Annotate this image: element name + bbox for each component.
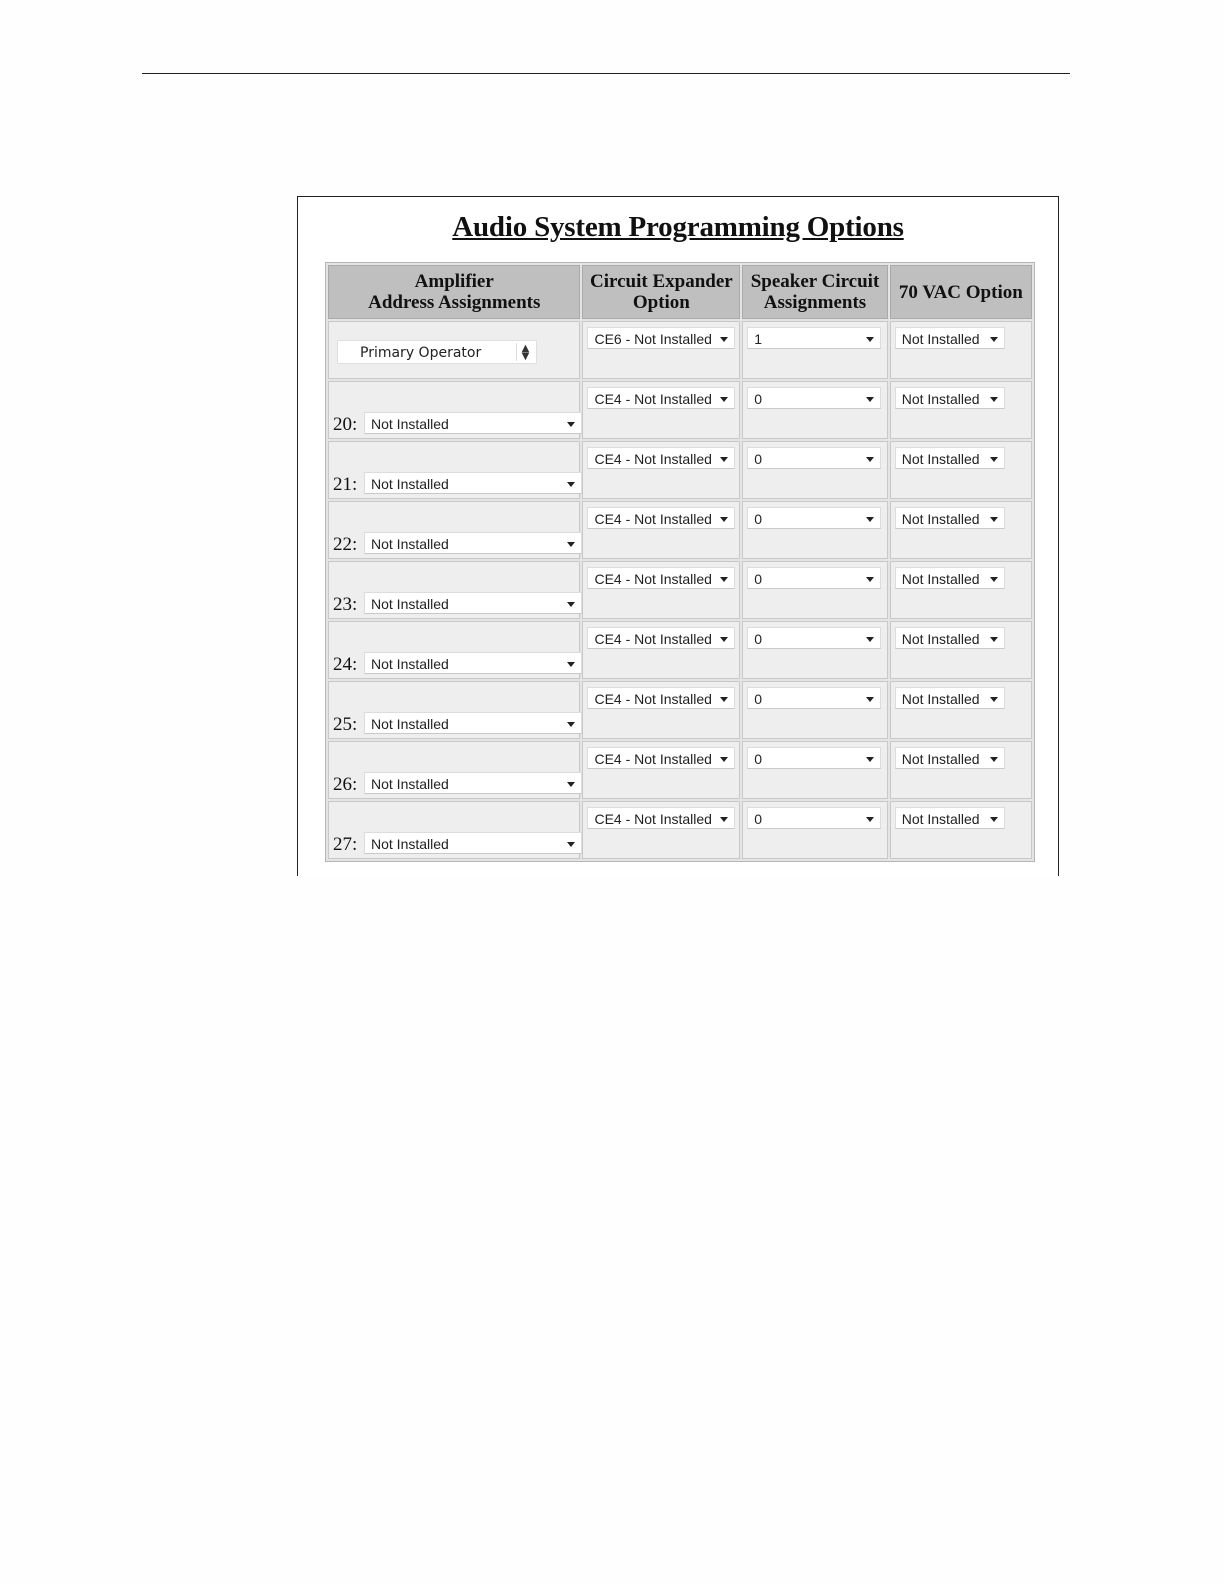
- cell-70vac: [890, 621, 1032, 679]
- vac-option-select[interactable]: [895, 507, 1005, 529]
- table-row: [328, 621, 1032, 679]
- cell-amplifier: [328, 681, 580, 739]
- cell-70vac: [890, 741, 1032, 799]
- speaker-circuit-select[interactable]: [747, 327, 881, 349]
- circuit-expander-select[interactable]: [587, 507, 735, 529]
- speaker-circuit-select[interactable]: [747, 447, 881, 469]
- circuit-expander-select[interactable]: [587, 687, 735, 709]
- chevron-down-icon: [990, 637, 998, 642]
- vac-option-value: Not Installed: [901, 571, 980, 587]
- cell-circuit-expander: [582, 321, 740, 379]
- amplifier-select[interactable]: [364, 832, 582, 854]
- vac-option-value: Not Installed: [901, 751, 980, 767]
- amplifier-select[interactable]: [364, 472, 582, 494]
- cell-circuit-expander: [582, 621, 740, 679]
- cell-speaker-circuit: [742, 681, 887, 739]
- vac-option-value: Not Installed: [901, 811, 980, 827]
- amplifier-address-number: 25:: [333, 714, 358, 735]
- amplifier-address-number: 22:: [333, 534, 358, 555]
- amplifier-select[interactable]: [364, 412, 582, 434]
- chevron-down-icon: [720, 637, 728, 642]
- vac-option-value: Not Installed: [901, 331, 980, 347]
- chevron-down-icon: [990, 817, 998, 822]
- speaker-circuit-value: 0: [754, 811, 763, 827]
- vac-option-value: Not Installed: [901, 631, 980, 647]
- circuit-expander-value: CE4 - Not Installed: [594, 811, 712, 827]
- circuit-expander-value: CE4 - Not Installed: [594, 571, 712, 587]
- table-row: [328, 381, 1032, 439]
- amplifier-select[interactable]: [364, 592, 582, 614]
- chevron-down-icon: [866, 817, 874, 822]
- circuit-expander-select[interactable]: [587, 747, 735, 769]
- circuit-expander-value: CE4 - Not Installed: [594, 751, 712, 767]
- circuit-expander-select[interactable]: [587, 447, 735, 469]
- chevron-down-icon: [990, 397, 998, 402]
- cell-circuit-expander: [582, 441, 740, 499]
- vac-option-select[interactable]: [895, 567, 1005, 589]
- cell-amplifier: [328, 621, 580, 679]
- header-speaker-line2: Assignments: [763, 292, 867, 313]
- chevron-down-icon: [567, 542, 575, 547]
- cell-speaker-circuit: [742, 441, 887, 499]
- chevron-down-icon: [720, 457, 728, 462]
- chevron-down-icon: [866, 637, 874, 642]
- page-title: Audio System Programming Options: [452, 211, 904, 243]
- spinner-icon[interactable]: ▲ ▼: [516, 343, 534, 361]
- cell-amplifier: [328, 441, 580, 499]
- chevron-down-icon: [720, 337, 728, 342]
- amplifier-select[interactable]: [364, 532, 582, 554]
- cell-70vac: [890, 441, 1032, 499]
- speaker-circuit-select[interactable]: [747, 387, 881, 409]
- table-row: [328, 681, 1032, 739]
- amplifier-primary-value: Primary Operator: [360, 345, 482, 361]
- amplifier-select[interactable]: [364, 772, 582, 794]
- header-circuit-expander: [582, 265, 740, 319]
- circuit-expander-value: CE4 - Not Installed: [594, 511, 712, 527]
- chevron-down-icon: [990, 337, 998, 342]
- header-speaker-circuit: [742, 265, 887, 319]
- header-amplifier: [328, 265, 580, 319]
- speaker-circuit-value: 0: [754, 691, 763, 707]
- cell-speaker-circuit: [742, 741, 887, 799]
- audio-options-table: [325, 262, 1035, 862]
- speaker-circuit-select[interactable]: [747, 567, 881, 589]
- amplifier-primary-select[interactable]: [337, 340, 537, 364]
- cell-70vac: [890, 561, 1032, 619]
- header-speaker-line1: Speaker Circuit: [750, 271, 880, 292]
- page-header-rule: [142, 73, 1070, 74]
- speaker-circuit-select[interactable]: [747, 687, 881, 709]
- cell-circuit-expander: [582, 801, 740, 859]
- audio-programming-panel: [297, 196, 1059, 876]
- vac-option-select[interactable]: [895, 327, 1005, 349]
- chevron-down-icon: [866, 337, 874, 342]
- chevron-down-icon: [567, 782, 575, 787]
- circuit-expander-value: CE4 - Not Installed: [594, 391, 712, 407]
- circuit-expander-select[interactable]: [587, 327, 735, 349]
- cell-speaker-circuit: [742, 381, 887, 439]
- header-amplifier-line2: Address Assignments: [368, 292, 541, 313]
- chevron-down-icon: [720, 757, 728, 762]
- chevron-down-icon: [720, 697, 728, 702]
- cell-amplifier: [328, 741, 580, 799]
- chevron-down-icon: [567, 422, 575, 427]
- circuit-expander-value: CE4 - Not Installed: [594, 451, 712, 467]
- chevron-down-icon: [990, 577, 998, 582]
- amplifier-value: Not Installed: [371, 656, 449, 672]
- cell-70vac: [890, 381, 1032, 439]
- speaker-circuit-value: 0: [754, 391, 763, 407]
- cell-circuit-expander: [582, 501, 740, 559]
- cell-speaker-circuit: [742, 621, 887, 679]
- chevron-down-icon: [866, 757, 874, 762]
- chevron-down-icon: [866, 517, 874, 522]
- amplifier-value: Not Installed: [371, 716, 449, 732]
- speaker-circuit-value: 0: [754, 751, 763, 767]
- amplifier-select[interactable]: [364, 652, 582, 674]
- header-circuit-line1: Circuit Expander: [590, 271, 733, 292]
- amplifier-address-number: 21:: [333, 474, 358, 495]
- amplifier-address-number: 24:: [333, 654, 358, 675]
- vac-option-select[interactable]: [895, 627, 1005, 649]
- amplifier-address-number: 20:: [333, 414, 358, 435]
- chevron-down-icon: [567, 662, 575, 667]
- vac-option-select[interactable]: [895, 807, 1005, 829]
- table-row-primary: [328, 321, 1032, 379]
- chevron-down-icon: [990, 697, 998, 702]
- amplifier-value: Not Installed: [371, 416, 449, 432]
- circuit-expander-select[interactable]: [587, 567, 735, 589]
- vac-option-value: Not Installed: [901, 691, 980, 707]
- speaker-circuit-select[interactable]: [747, 747, 881, 769]
- chevron-down-icon: [720, 517, 728, 522]
- cell-70vac: [890, 801, 1032, 859]
- chevron-down-icon: [567, 842, 575, 847]
- vac-option-select[interactable]: [895, 687, 1005, 709]
- amplifier-value: Not Installed: [371, 536, 449, 552]
- circuit-expander-value: CE4 - Not Installed: [594, 691, 712, 707]
- cell-circuit-expander: [582, 681, 740, 739]
- vac-option-select[interactable]: [895, 387, 1005, 409]
- chevron-down-icon: [567, 482, 575, 487]
- cell-70vac: [890, 321, 1032, 379]
- chevron-down-icon: [866, 577, 874, 582]
- circuit-expander-select[interactable]: [587, 387, 735, 409]
- chevron-down-icon: [720, 817, 728, 822]
- amplifier-address-number: 27:: [333, 834, 358, 855]
- circuit-expander-value: CE4 - Not Installed: [594, 631, 712, 647]
- chevron-down-icon: [720, 397, 728, 402]
- cell-amplifier: [328, 501, 580, 559]
- speaker-circuit-value: 1: [754, 331, 763, 347]
- chevron-down-icon: [990, 457, 998, 462]
- amplifier-select[interactable]: [364, 712, 582, 734]
- cell-amplifier: [328, 561, 580, 619]
- chevron-down-icon: [720, 577, 728, 582]
- speaker-circuit-value: 0: [754, 631, 763, 647]
- vac-option-value: Not Installed: [901, 391, 980, 407]
- speaker-circuit-value: 0: [754, 571, 763, 587]
- amplifier-value: Not Installed: [371, 836, 449, 852]
- cell-amplifier: [328, 801, 580, 859]
- circuit-expander-value: CE6 - Not Installed: [594, 331, 712, 347]
- cell-amplifier: [328, 381, 580, 439]
- chevron-down-icon: [990, 517, 998, 522]
- table-row: [328, 561, 1032, 619]
- amplifier-value: Not Installed: [371, 776, 449, 792]
- cell-70vac: [890, 501, 1032, 559]
- chevron-down-icon: [866, 697, 874, 702]
- vac-option-select[interactable]: [895, 747, 1005, 769]
- header-circuit-line2: Option: [632, 292, 690, 313]
- cell-speaker-circuit: [742, 501, 887, 559]
- amplifier-value: Not Installed: [371, 596, 449, 612]
- cell-circuit-expander: [582, 741, 740, 799]
- table-row: [328, 741, 1032, 799]
- cell-amplifier: [328, 321, 580, 379]
- cell-speaker-circuit: [742, 561, 887, 619]
- vac-option-select[interactable]: [895, 447, 1005, 469]
- amplifier-value: Not Installed: [371, 476, 449, 492]
- cell-70vac: [890, 681, 1032, 739]
- chevron-down-icon: [567, 602, 575, 607]
- cell-speaker-circuit: [742, 801, 887, 859]
- table-row: [328, 801, 1032, 859]
- speaker-circuit-select[interactable]: [747, 807, 881, 829]
- vac-option-value: Not Installed: [901, 451, 980, 467]
- table-header-row: [328, 265, 1032, 319]
- speaker-circuit-select[interactable]: [747, 627, 881, 649]
- table-row: [328, 501, 1032, 559]
- cell-speaker-circuit: [742, 321, 887, 379]
- cell-circuit-expander: [582, 381, 740, 439]
- header-70vac: 70 VAC Option: [890, 265, 1032, 319]
- table-row: [328, 441, 1032, 499]
- cell-circuit-expander: [582, 561, 740, 619]
- amplifier-address-number: 23:: [333, 594, 358, 615]
- amplifier-address-number: 26:: [333, 774, 358, 795]
- circuit-expander-select[interactable]: [587, 627, 735, 649]
- speaker-circuit-value: 0: [754, 511, 763, 527]
- chevron-down-icon: [866, 457, 874, 462]
- circuit-expander-select[interactable]: [587, 807, 735, 829]
- speaker-circuit-value: 0: [754, 451, 763, 467]
- speaker-circuit-select[interactable]: [747, 507, 881, 529]
- chevron-down-icon: [990, 757, 998, 762]
- chevron-down-icon: [866, 397, 874, 402]
- header-amplifier-line1: Amplifier: [414, 271, 494, 292]
- vac-option-value: Not Installed: [901, 511, 980, 527]
- chevron-down-icon: [567, 722, 575, 727]
